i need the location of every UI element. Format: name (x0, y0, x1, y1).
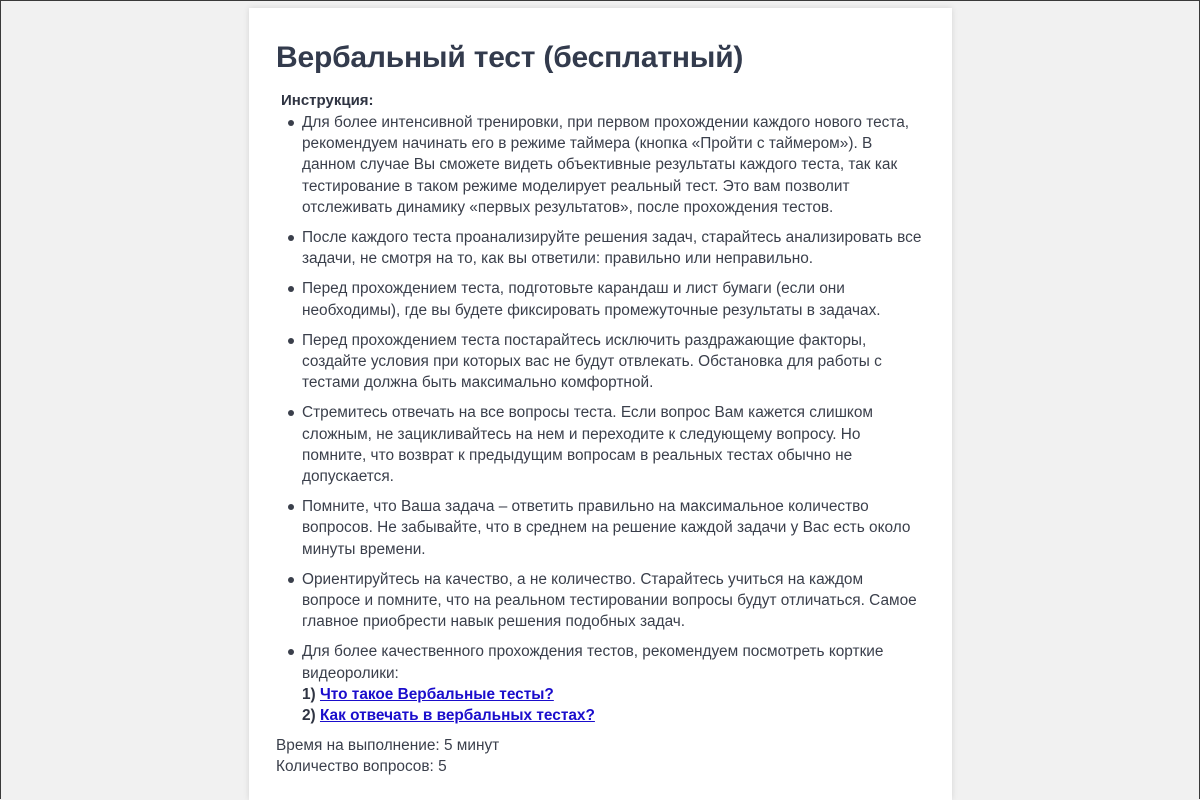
instruction-item (276, 278, 924, 320)
bullet-icon (288, 649, 294, 655)
instruction-text: После каждого теста проанализируйте решения задач, старайтесь анализировать все задачи, не смотря на то, как вы ответили: правильно или неправильно. (302, 229, 922, 268)
instruction-item (276, 227, 924, 269)
page-title: Вербальный тест (бесплатный) (276, 41, 744, 74)
question-count-text: Количество вопросов: 5 (276, 758, 447, 776)
video-link-what-are-verbal-tests[interactable]: Что такое Вербальные тесты? (319, 685, 554, 703)
test-meta (276, 735, 924, 777)
instruction-item (276, 112, 924, 218)
instruction-text: Для более качественного прохождения тестов, рекомендуем посмотреть корткие видеоролики: (302, 643, 884, 682)
bullet-icon (288, 235, 294, 241)
instruction-item-videos (276, 641, 924, 726)
video-line-2 (302, 705, 924, 726)
instruction-text: Ориентируйтесь на качество, а не количество. Старайтесь учиться на каждом вопросе и помните, что на реальном тестировании вопросы будут отличаться. Самое главное приобрести навык решения подобных задач. (302, 570, 917, 631)
video-number: 2) (302, 707, 316, 725)
instructions-label: Инструкция: (281, 92, 374, 109)
bullet-icon (288, 504, 294, 510)
bullet-icon (288, 338, 294, 344)
instruction-text: Перед прохождением теста, подготовьте карандаш и лист бумаги (если они необходимы), где вы будете фиксировать промежуточные результаты в задачах. (302, 280, 881, 319)
instruction-text: Для более интенсивной тренировки, при первом прохождении каждого нового теста, рекомендуем начинать его в режиме таймера (кнопка «Пройти с таймером»). В данном случае Вы сможете видеть объективные результаты каждого теста, так как тестирование в таком режиме моделирует реальный тест. Это вам позволит отслеживать динамику «первых результатов», после прохождения тестов. (302, 114, 910, 216)
instruction-text: Помните, что Ваша задача – ответить правильно на максимальное количество вопросов. Не забывайте, что в среднем на решение каждой задачи у Вас есть около минуты времени. (302, 498, 911, 558)
video-line-1 (302, 684, 924, 705)
bullet-icon (288, 286, 294, 292)
test-card (249, 8, 952, 800)
bullet-icon (288, 120, 294, 126)
instruction-item (276, 330, 924, 394)
bullet-icon (288, 577, 294, 583)
instructions-list (276, 112, 924, 726)
bullet-icon (288, 410, 294, 416)
instruction-item (276, 402, 924, 487)
time-limit-text: Время на выполнение: 5 минут (276, 737, 500, 755)
video-number: 1) (302, 685, 316, 703)
video-link-how-to-answer[interactable]: Как отвечать в вербальных тестах? (319, 707, 595, 725)
instruction-text: Стремитесь отвечать на все вопросы теста. Если вопрос Вам кажется слишком сложным, не зацикливайтесь на нем и переходите к следующему вопросу. Но помните, что возврат к предыдущим вопросам в реальных тестах обычно не допускается. (302, 404, 873, 486)
instruction-item (276, 569, 924, 633)
instruction-text: Перед прохождением теста постарайтесь исключить раздражающие факторы, создайте условия при которых вас не будут отвлекать. Обстановка для работы с тестами должна быть максимально комфортной. (302, 331, 882, 392)
instruction-item (276, 496, 924, 560)
